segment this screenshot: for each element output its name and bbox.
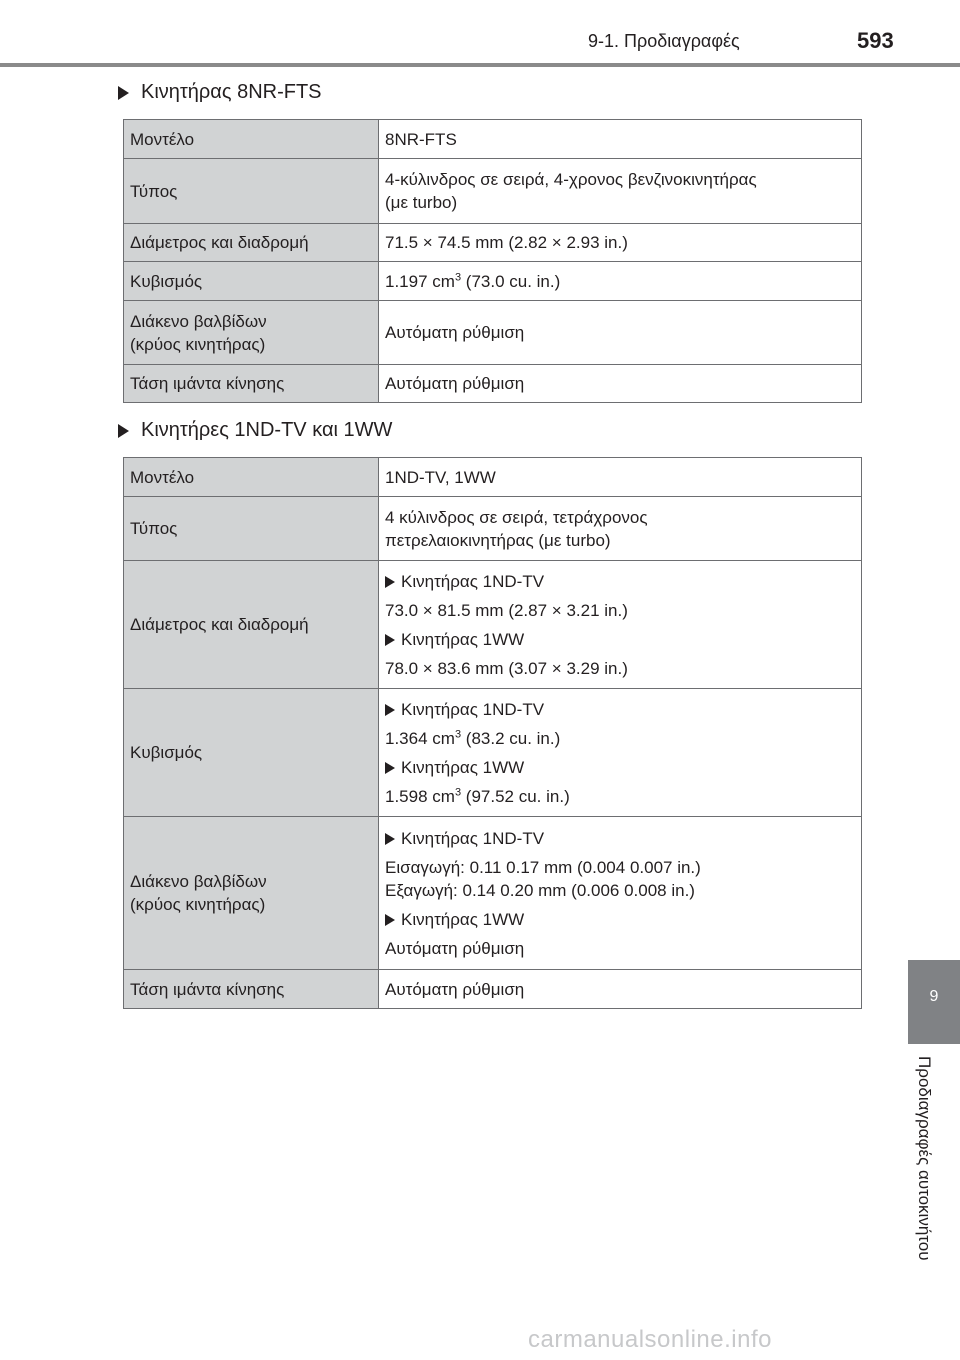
superscript: 3 — [454, 785, 462, 798]
section-heading-1nd-tv-1ww — [118, 419, 392, 442]
engine-subheading — [385, 827, 855, 850]
value-text: (83.2 cu. in.) — [461, 728, 561, 748]
row-label: Μοντέλο — [124, 458, 379, 497]
table-row — [124, 301, 862, 365]
engine-name: Κινητήρας 1ND-TV — [401, 699, 545, 719]
row-value: Αυτόματη ρύθμιση — [379, 365, 862, 403]
row-value: Αυτόματη ρύθμιση — [379, 970, 862, 1009]
triangle-bullet-icon — [385, 576, 395, 588]
value-text: (97.52 cu. in.) — [461, 786, 570, 806]
table-row — [124, 262, 862, 301]
header-divider — [0, 63, 960, 67]
row-label: Τύπος — [124, 497, 379, 561]
value-line — [385, 785, 855, 808]
row-value — [379, 689, 862, 817]
table-row — [124, 458, 862, 497]
table-row — [124, 561, 862, 689]
row-label — [124, 817, 379, 970]
table-row — [124, 120, 862, 159]
superscript: 3 — [454, 270, 462, 283]
triangle-bullet-icon — [385, 634, 395, 646]
section-title: Κινητήρας 8NR-FTS — [141, 81, 322, 103]
row-label: Τάση ιμάντα κίνησης — [124, 365, 379, 403]
table-row — [124, 970, 862, 1009]
row-label: Τύπος — [124, 159, 379, 224]
row-value — [379, 262, 862, 301]
value-line: (με turbo) — [385, 193, 458, 212]
triangle-bullet-icon — [118, 424, 129, 438]
table-row — [124, 689, 862, 817]
value-text: 1.197 cm — [385, 271, 455, 291]
row-label — [124, 301, 379, 365]
engine-subheading — [385, 570, 855, 593]
table-row — [124, 497, 862, 561]
value-text: 1.364 cm — [385, 728, 455, 748]
row-label: Διάμετρος και διαδρομή — [124, 224, 379, 262]
engine-name: Κινητήρας 1ND-TV — [401, 828, 545, 848]
engine-name: Κινητήρας 1WW — [401, 757, 525, 777]
chapter-tab — [908, 960, 960, 1044]
value-line: 4 κύλινδρος σε σειρά, τετράχρονος — [385, 507, 648, 527]
engine-name: Κινητήρας 1WW — [401, 629, 525, 649]
spec-table-1nd-tv-1ww — [123, 457, 862, 1009]
watermark: carmanualsonline.info — [528, 1326, 772, 1353]
engine-subheading — [385, 628, 855, 651]
value-line: 4-κύλινδρος σε σειρά, 4-χρονος βενζινοκινητήρας — [385, 170, 757, 189]
superscript: 3 — [454, 727, 462, 740]
engine-subheading — [385, 698, 855, 721]
row-value: 71.5 × 74.5 mm (2.82 × 2.93 in.) — [379, 224, 862, 262]
page-number: 593 — [857, 28, 894, 53]
table-row — [124, 159, 862, 224]
row-value — [379, 159, 862, 224]
value-line: Εξαγωγή: 0.14 0.20 mm (0.006 0.008 in.) — [385, 880, 695, 900]
triangle-bullet-icon — [385, 762, 395, 774]
row-label: Κυβισμός — [124, 689, 379, 817]
triangle-bullet-icon — [118, 86, 129, 100]
table-row — [124, 817, 862, 970]
section-title: Κινητήρες 1ND-TV και 1WW — [141, 419, 393, 441]
spec-table-8nr-fts — [123, 119, 862, 403]
value-text: (73.0 cu. in.) — [461, 271, 561, 291]
triangle-bullet-icon — [385, 833, 395, 845]
value-line: Εισαγωγή: 0.11 0.17 mm (0.004 0.007 in.) — [385, 857, 701, 877]
chapter-label: Προδιαγραφές αυτοκινήτου — [915, 1056, 934, 1261]
chapter-number: 9 — [929, 988, 939, 1005]
row-value — [379, 817, 862, 970]
value-text: 1.598 cm — [385, 786, 455, 806]
value-line: Αυτόματη ρύθμιση — [385, 938, 525, 958]
engine-subheading — [385, 756, 855, 779]
label-line: (κρύος κινητήρας) — [130, 895, 266, 914]
row-value — [379, 497, 862, 561]
engine-subheading — [385, 908, 855, 931]
label-line: Διάκενο βαλβίδων — [130, 872, 267, 891]
section-heading-8nr-fts — [118, 81, 322, 104]
value-line: 73.0 × 81.5 mm (2.87 × 3.21 in.) — [385, 600, 628, 620]
row-value — [379, 561, 862, 689]
value-line: πετρελαιοκινητήρας (με turbo) — [385, 530, 611, 550]
engine-name: Κινητήρας 1ND-TV — [401, 571, 545, 591]
row-label: Διάμετρος και διαδρομή — [124, 561, 379, 689]
triangle-bullet-icon — [385, 914, 395, 926]
value-line: 78.0 × 83.6 mm (3.07 × 3.29 in.) — [385, 658, 628, 678]
table-row — [124, 224, 862, 262]
row-value: 8NR-FTS — [379, 120, 862, 159]
row-value: 1ND-TV, 1WW — [379, 458, 862, 497]
triangle-bullet-icon — [385, 704, 395, 716]
row-label: Κυβισμός — [124, 262, 379, 301]
row-label: Μοντέλο — [124, 120, 379, 159]
value-line — [385, 727, 855, 750]
table-row — [124, 365, 862, 403]
engine-name: Κινητήρας 1WW — [401, 909, 525, 929]
label-line: Διάκενο βαλβίδων — [130, 311, 267, 331]
row-value: Αυτόματη ρύθμιση — [379, 301, 862, 365]
label-line: (κρύος κινητήρας) — [130, 334, 266, 354]
row-label: Τάση ιμάντα κίνησης — [124, 970, 379, 1009]
running-header-title: 9-1. Προδιαγραφές — [588, 31, 740, 51]
